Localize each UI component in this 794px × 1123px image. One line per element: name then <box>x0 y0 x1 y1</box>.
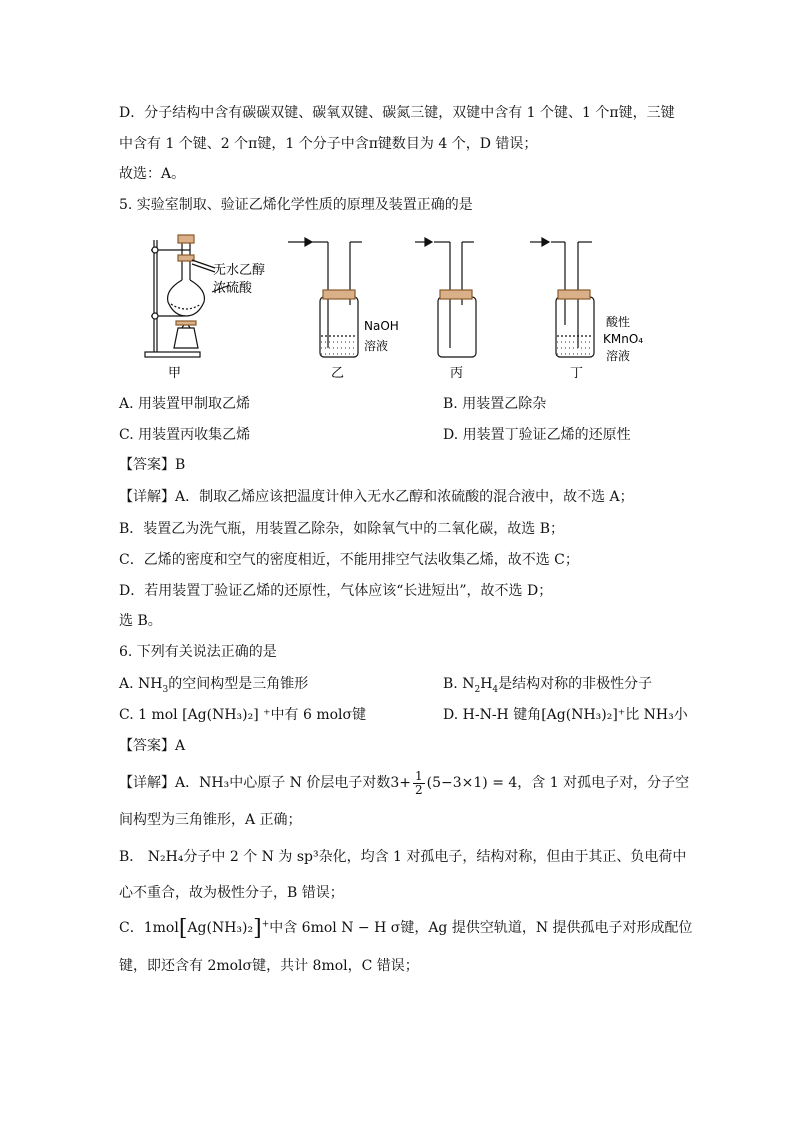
q5-stem: 5. 实验室制取、验证乙烯化学性质的原理及装置正确的是 <box>119 197 473 213</box>
q6-stem: 6. 下列有关说法正确的是 <box>119 644 277 660</box>
apparatus-bing <box>434 242 476 357</box>
q5-explanation-b: B．装置乙为洗气瓶，用装置乙除杂，如除氧气中的二氧化碳，故选 B； <box>119 521 565 537</box>
q4-d-line1: D．分子结构中含有碳碳双键、碳氧双键、碳氮三键，双键中含有 1 个键、1 个π键，三键 <box>119 105 675 121</box>
q4-choose: 故选：A。 <box>119 166 186 182</box>
label-bing: 丙 <box>450 366 464 380</box>
q5-option-d: D. 用装置丁验证乙烯的还原性 <box>443 427 631 443</box>
q6-explanation-b-line2: 心不重合，故为极性分子，B 错误； <box>119 885 344 901</box>
q5-answer: 【答案】B <box>119 457 186 473</box>
q5-explanation-a: 【详解】A．制取乙烯应该把温度计伸入无水乙醇和浓硫酸的混合液中，故不选 A； <box>119 489 634 505</box>
q6-explanation-c-line2: 键，即还含有 2molσ键，共计 8mol，C 错误； <box>119 958 419 974</box>
kmno4-label: KMnO₄ <box>603 332 644 346</box>
naoh-label: NaOH <box>364 319 399 333</box>
formula-electron-pairs: 3+ $\frac{1}{2}$ (5−3×1) = 4 <box>390 768 518 797</box>
kmno4-acid-label: 酸性 <box>606 315 631 329</box>
label-yi: 乙 <box>331 366 345 380</box>
q4-d-line2: 中含有 1 个键、2 个π键，1 个分子中含π键数目为 4 个，D 错误； <box>119 136 538 152</box>
apparatus-jia <box>145 235 215 357</box>
q6-option-d: D. H-N-H 键角[Ag(NH₃)₂]⁺比 NH₃小 <box>443 707 688 723</box>
label-jia: 甲 <box>168 366 182 380</box>
q5-explanation-c: C．乙烯的密度和空气的密度相近，不能用排空气法收集乙烯，故不选 C； <box>119 552 579 568</box>
q5-option-b: B. 用装置乙除杂 <box>443 396 547 412</box>
q5-option-a: A. 用装置甲制取乙烯 <box>119 396 251 412</box>
reagent-ethanol: 无水乙醇 <box>213 263 266 278</box>
q5-option-c: C. 用装置丙收集乙烯 <box>119 427 251 443</box>
q6-answer: 【答案】A <box>119 738 186 754</box>
apparatus-ding <box>551 242 594 357</box>
q6-option-c: C. 1 mol [Ag(NH₃)₂] ⁺中有 6 molσ键 <box>119 707 367 723</box>
q6-explanation-c-line1: C．1mol[Ag(NH₃)₂]+中含 6mol N − H σ键，Ag 提供空轨道，N 提供孤电子对形成配位 <box>119 916 693 941</box>
q5-conclusion: 选 B。 <box>119 613 162 629</box>
q6-option-a: A. $NH_3$的空间构型是三角锥形 <box>119 676 309 695</box>
q6-explanation-a-line1: 【详解】A．NH₃中心原子 N 价层电子对数3+ $\frac{1}{2}$ (5−3×1) = 4，含 1 对孤电子对，分子空 <box>119 768 690 797</box>
q6-explanation-a-line2: 间构型为三角锥形，A 正确； <box>119 812 302 828</box>
q5-explanation-d: D．若用装置丁验证乙烯的还原性，气体应该“长进短出”，故不选 D； <box>119 583 553 599</box>
q6-option-b: B. $N_2H_4$是结构对称的非极性分子 <box>443 676 653 695</box>
apparatus-yi <box>312 242 362 357</box>
apparatus-diagram <box>140 230 700 380</box>
q6-explanation-b-line1: B． N₂H₄分子中 2 个 N 为 sp³杂化，均含 1 对孤电子，结构对称，但由于其正、负电荷中 <box>119 849 687 865</box>
kmno4-solution-label: 溶液 <box>606 349 631 363</box>
naoh-solution-label: 溶液 <box>364 339 389 353</box>
label-ding: 丁 <box>570 366 584 380</box>
reagent-sulfuric-acid: 浓硫酸 <box>213 281 253 296</box>
